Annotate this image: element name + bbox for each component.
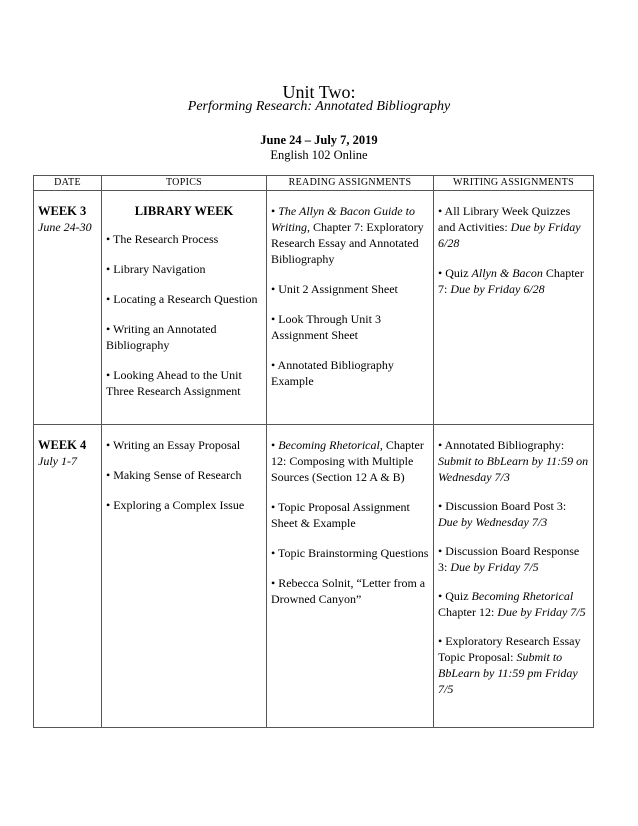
course-name: English 102 Online <box>270 148 368 162</box>
topic-item: • Writing an Essay Proposal <box>106 438 241 452</box>
writing-due: Submit to BbLearn by 11:59 on Wednesday 7/3 <box>438 454 589 484</box>
reading-chapter: , Chapter 12: Composing with Multiple Sources (Section 12 A & B) <box>271 438 424 484</box>
topic-item: • Making Sense of Research <box>106 468 242 482</box>
writing-item <box>438 437 589 485</box>
topic-item: • Writing an Annotated Bibliography <box>106 322 217 352</box>
reading-item: • Look Through Unit 3 Assignment Sheet <box>271 312 381 342</box>
writing-text: • Quiz <box>438 589 472 603</box>
reading-item: • Unit 2 Assignment Sheet <box>271 282 398 296</box>
topic-item: • The Research Process <box>106 232 219 246</box>
reading-item: • Topic Proposal Assignment Sheet & Example <box>271 500 410 530</box>
writing-chapter: Chapter 7: <box>438 266 584 296</box>
reading-book-title: The Allyn & Bacon Guide to Writing <box>271 204 415 234</box>
date-range: June 24 – July 7, 2019 <box>260 133 378 147</box>
writing-due: Due by Friday 6/28 <box>450 282 545 296</box>
week3-reading-cell <box>267 191 434 425</box>
schedule-table <box>33 175 594 728</box>
week3-writing-cell <box>434 191 594 425</box>
week3-dates: June 24-30 <box>38 220 92 234</box>
week3-date-cell <box>34 191 102 425</box>
writing-book-title: Allyn & Bacon <box>471 266 543 280</box>
week4-label: WEEK 4 <box>38 438 87 452</box>
header-date: DATE <box>34 176 102 191</box>
reading-bullet: • <box>271 438 279 452</box>
reading-item: • Rebecca Solnit, “Letter from a Drowned Canyon” <box>271 576 426 606</box>
writing-item <box>438 543 589 575</box>
writing-chapter: Chapter 12: <box>438 605 498 619</box>
week4-dates: July 1-7 <box>38 454 77 468</box>
unit-title: Unit Two: <box>282 82 356 102</box>
table-row-week3 <box>34 191 594 425</box>
writing-due: Due by Friday 7/5 <box>450 560 539 574</box>
reading-item: • Annotated Bibliography Example <box>271 358 394 388</box>
week3-topics-cell <box>102 191 267 425</box>
reading-book-title: Becoming Rhetorical <box>278 438 380 452</box>
writing-text: • Discussion Board Post 3: <box>438 499 567 513</box>
header-writing: WRITING ASSIGNMENTS <box>434 176 594 191</box>
topic-item: • Exploring a Complex Issue <box>106 498 245 512</box>
table-row-week4 <box>34 425 594 728</box>
reading-chapter: , Chapter 7: Exploratory Research Essay and Annotated Bibliography <box>271 220 424 266</box>
reading-item: • Topic Brainstorming Questions <box>271 546 429 560</box>
writing-item <box>438 588 589 620</box>
writing-text: • All Library Week Quizzes and Activities: <box>438 204 571 234</box>
library-week-heading: LIBRARY WEEK <box>134 204 234 218</box>
topic-item: • Looking Ahead to the Unit Three Research Assignment <box>106 368 242 398</box>
week3-label: WEEK 3 <box>38 204 87 218</box>
reading-item <box>271 437 429 485</box>
week4-reading-cell <box>267 425 434 728</box>
week4-date-cell <box>34 425 102 728</box>
writing-text: • Quiz <box>438 266 472 280</box>
writing-text: • Exploratory Research Essay Topic Proposal: <box>438 634 581 664</box>
writing-item <box>438 498 589 530</box>
writing-book-title: Becoming Rhetorical <box>471 589 574 603</box>
week4-writing-cell <box>434 425 594 728</box>
writing-due: Due by Wednesday 7/3 <box>438 515 548 529</box>
writing-item <box>438 203 589 251</box>
writing-item <box>438 265 589 297</box>
writing-text: • Discussion Board Response 3: <box>438 544 580 574</box>
table-header-row <box>34 176 594 191</box>
writing-item <box>438 633 589 697</box>
topic-item: • Library Navigation <box>106 262 206 276</box>
writing-due: Due by Friday 6/28 <box>438 220 581 250</box>
writing-due: Submit to BbLearn by 11:59 pm Friday 7/5 <box>438 650 578 696</box>
reading-bullet: • <box>271 204 279 218</box>
topic-item: • Locating a Research Question <box>106 292 258 306</box>
header-reading: READING ASSIGNMENTS <box>267 176 434 191</box>
unit-subtitle: Performing Research: Annotated Bibliography <box>187 99 451 114</box>
header-topics: TOPICS <box>102 176 267 191</box>
week4-topics-cell <box>102 425 267 728</box>
reading-item <box>271 203 429 267</box>
writing-text: • Annotated Bibliography: <box>438 438 565 452</box>
writing-due: Due by Friday 7/5 <box>497 605 586 619</box>
